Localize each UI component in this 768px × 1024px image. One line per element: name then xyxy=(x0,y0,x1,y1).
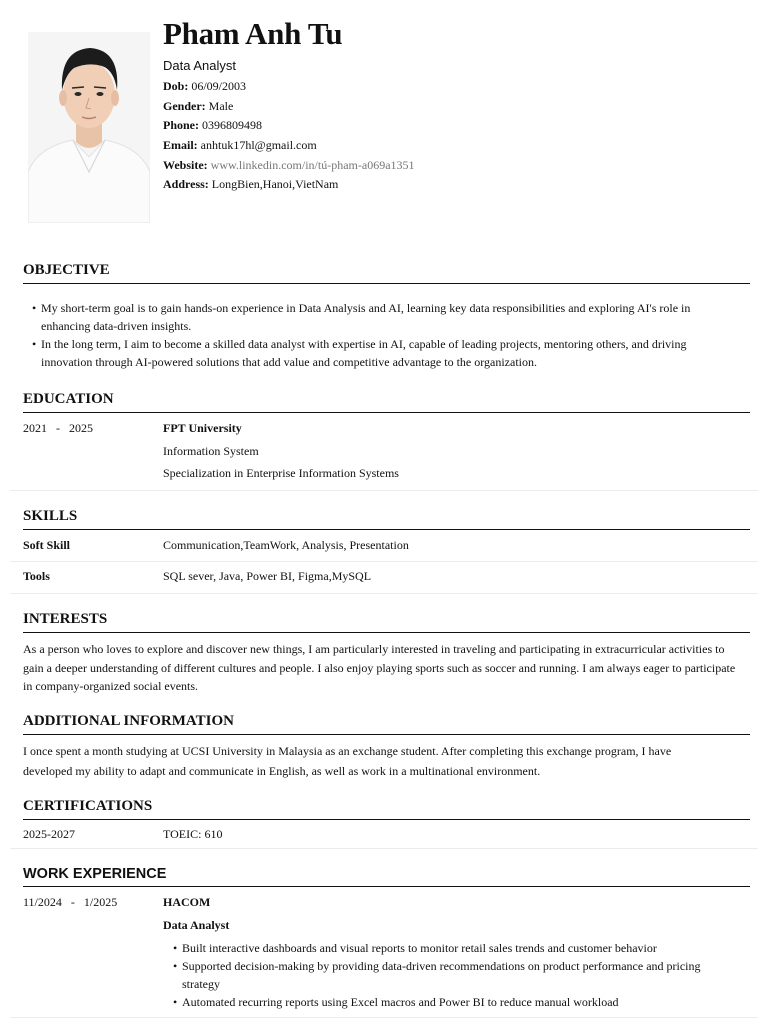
divider xyxy=(10,593,758,594)
section-title-certifications: CERTIFICATIONS xyxy=(23,798,750,820)
work-start: 11/2024 xyxy=(23,895,62,909)
info-address xyxy=(163,176,415,196)
info-label: Phone: xyxy=(163,118,199,133)
info-label: Dob: xyxy=(163,79,189,93)
info-label: Website: xyxy=(163,157,208,172)
section-title-interests: INTERESTS xyxy=(23,611,750,633)
info-value[interactable]: anhtuk17hl@gmail.com xyxy=(200,138,317,153)
skill-label: Tools xyxy=(23,569,50,583)
section-title-education: EDUCATION xyxy=(23,391,750,413)
personal-info xyxy=(163,78,415,196)
info-email xyxy=(163,137,415,157)
section-title-skills: SKILLS xyxy=(23,508,750,530)
info-label: Email: xyxy=(163,138,198,153)
work-position: Data Analyst xyxy=(163,918,230,932)
profile-photo xyxy=(28,32,150,223)
work-duty-item: • Built interactive dashboards and visual reports to monitor retail sales trends and customer behavior xyxy=(163,939,738,957)
work-company: HACOM xyxy=(163,895,211,909)
info-website xyxy=(163,157,415,177)
info-label: Address: xyxy=(163,177,209,192)
info-value: Male xyxy=(208,98,234,113)
objective-item: • In the long term, I aim to become a skilled data analyst with expertise in AI, capable of leading projects, mentoring others, and driving innovation through AI-powered solutions that add value and competitive advantage to the organization. xyxy=(22,335,730,371)
info-gender xyxy=(163,98,415,118)
skill-value: Communication,TeamWork, Analysis, Presentation xyxy=(163,538,409,552)
education-major: Information System xyxy=(163,444,259,458)
website-link[interactable]: www.linkedin.com/in/tú-pham-a069a1351 xyxy=(210,157,415,172)
divider xyxy=(10,1017,758,1018)
education-start: 2021 xyxy=(23,421,47,435)
info-label: Gender: xyxy=(163,98,206,113)
certification-name: TOEIC: 610 xyxy=(163,827,223,841)
education-dash: - xyxy=(56,421,60,435)
education-specialization: Specialization in Enterprise Information Systems xyxy=(163,466,399,480)
education-period xyxy=(23,421,93,436)
education-school: FPT University xyxy=(163,421,242,435)
candidate-role: Data Analyst xyxy=(163,58,236,73)
info-value: 0396809498 xyxy=(202,118,262,133)
work-duties xyxy=(163,939,738,1011)
objective-item: • My short-term goal is to gain hands-on experience in Data Analysis and AI, learning key data responsibilities and exploring AI's role in enhancing data-driven insights. xyxy=(22,299,730,335)
section-title-additional: ADDITIONAL INFORMATION xyxy=(23,713,750,735)
additional-text: I once spent a month studying at UCSI University in Malaysia as an exchange student. After completing this exchange program, I have developed my ability to adapt and communicate in English, as well as work in a multinational environment. xyxy=(23,744,672,778)
info-value: LongBien,Hanoi,VietNam xyxy=(211,177,339,192)
work-end: 1/2025 xyxy=(83,895,118,909)
objective-list xyxy=(22,299,730,371)
divider xyxy=(10,561,758,562)
interests-text: As a person who loves to explore and discover new things, I am particularly interested in traveling and participating in extracurricular activities to gain a deeper understanding of different cultures and people. I also enjoy playing sports such as soccer and running. I am always eager to participate in company-organized social events. xyxy=(23,642,736,693)
section-title-work: WORK EXPERIENCE xyxy=(23,866,750,887)
section-title-objective: OBJECTIVE xyxy=(23,262,750,284)
skill-value: SQL sever, Java, Power BI, Figma,MySQL xyxy=(163,569,372,583)
divider xyxy=(10,848,758,849)
info-dob xyxy=(163,78,415,98)
candidate-name: Pham Anh Tu xyxy=(163,16,343,51)
work-duty-item: • Supported decision-making by providing data-driven recommendations on product performance and pricing strategy xyxy=(163,957,738,993)
info-value: 06/09/2003 xyxy=(191,79,247,93)
work-dash: - xyxy=(70,895,75,909)
education-end: 2025 xyxy=(69,421,93,435)
work-period xyxy=(23,895,117,910)
skill-label: Soft Skill xyxy=(23,538,71,552)
work-duty-item: • Automated recurring reports using Excel macros and Power BI to reduce manual workload xyxy=(163,993,738,1011)
divider xyxy=(10,490,758,491)
info-phone xyxy=(163,117,415,137)
certification-period: 2025-2027 xyxy=(23,827,75,841)
